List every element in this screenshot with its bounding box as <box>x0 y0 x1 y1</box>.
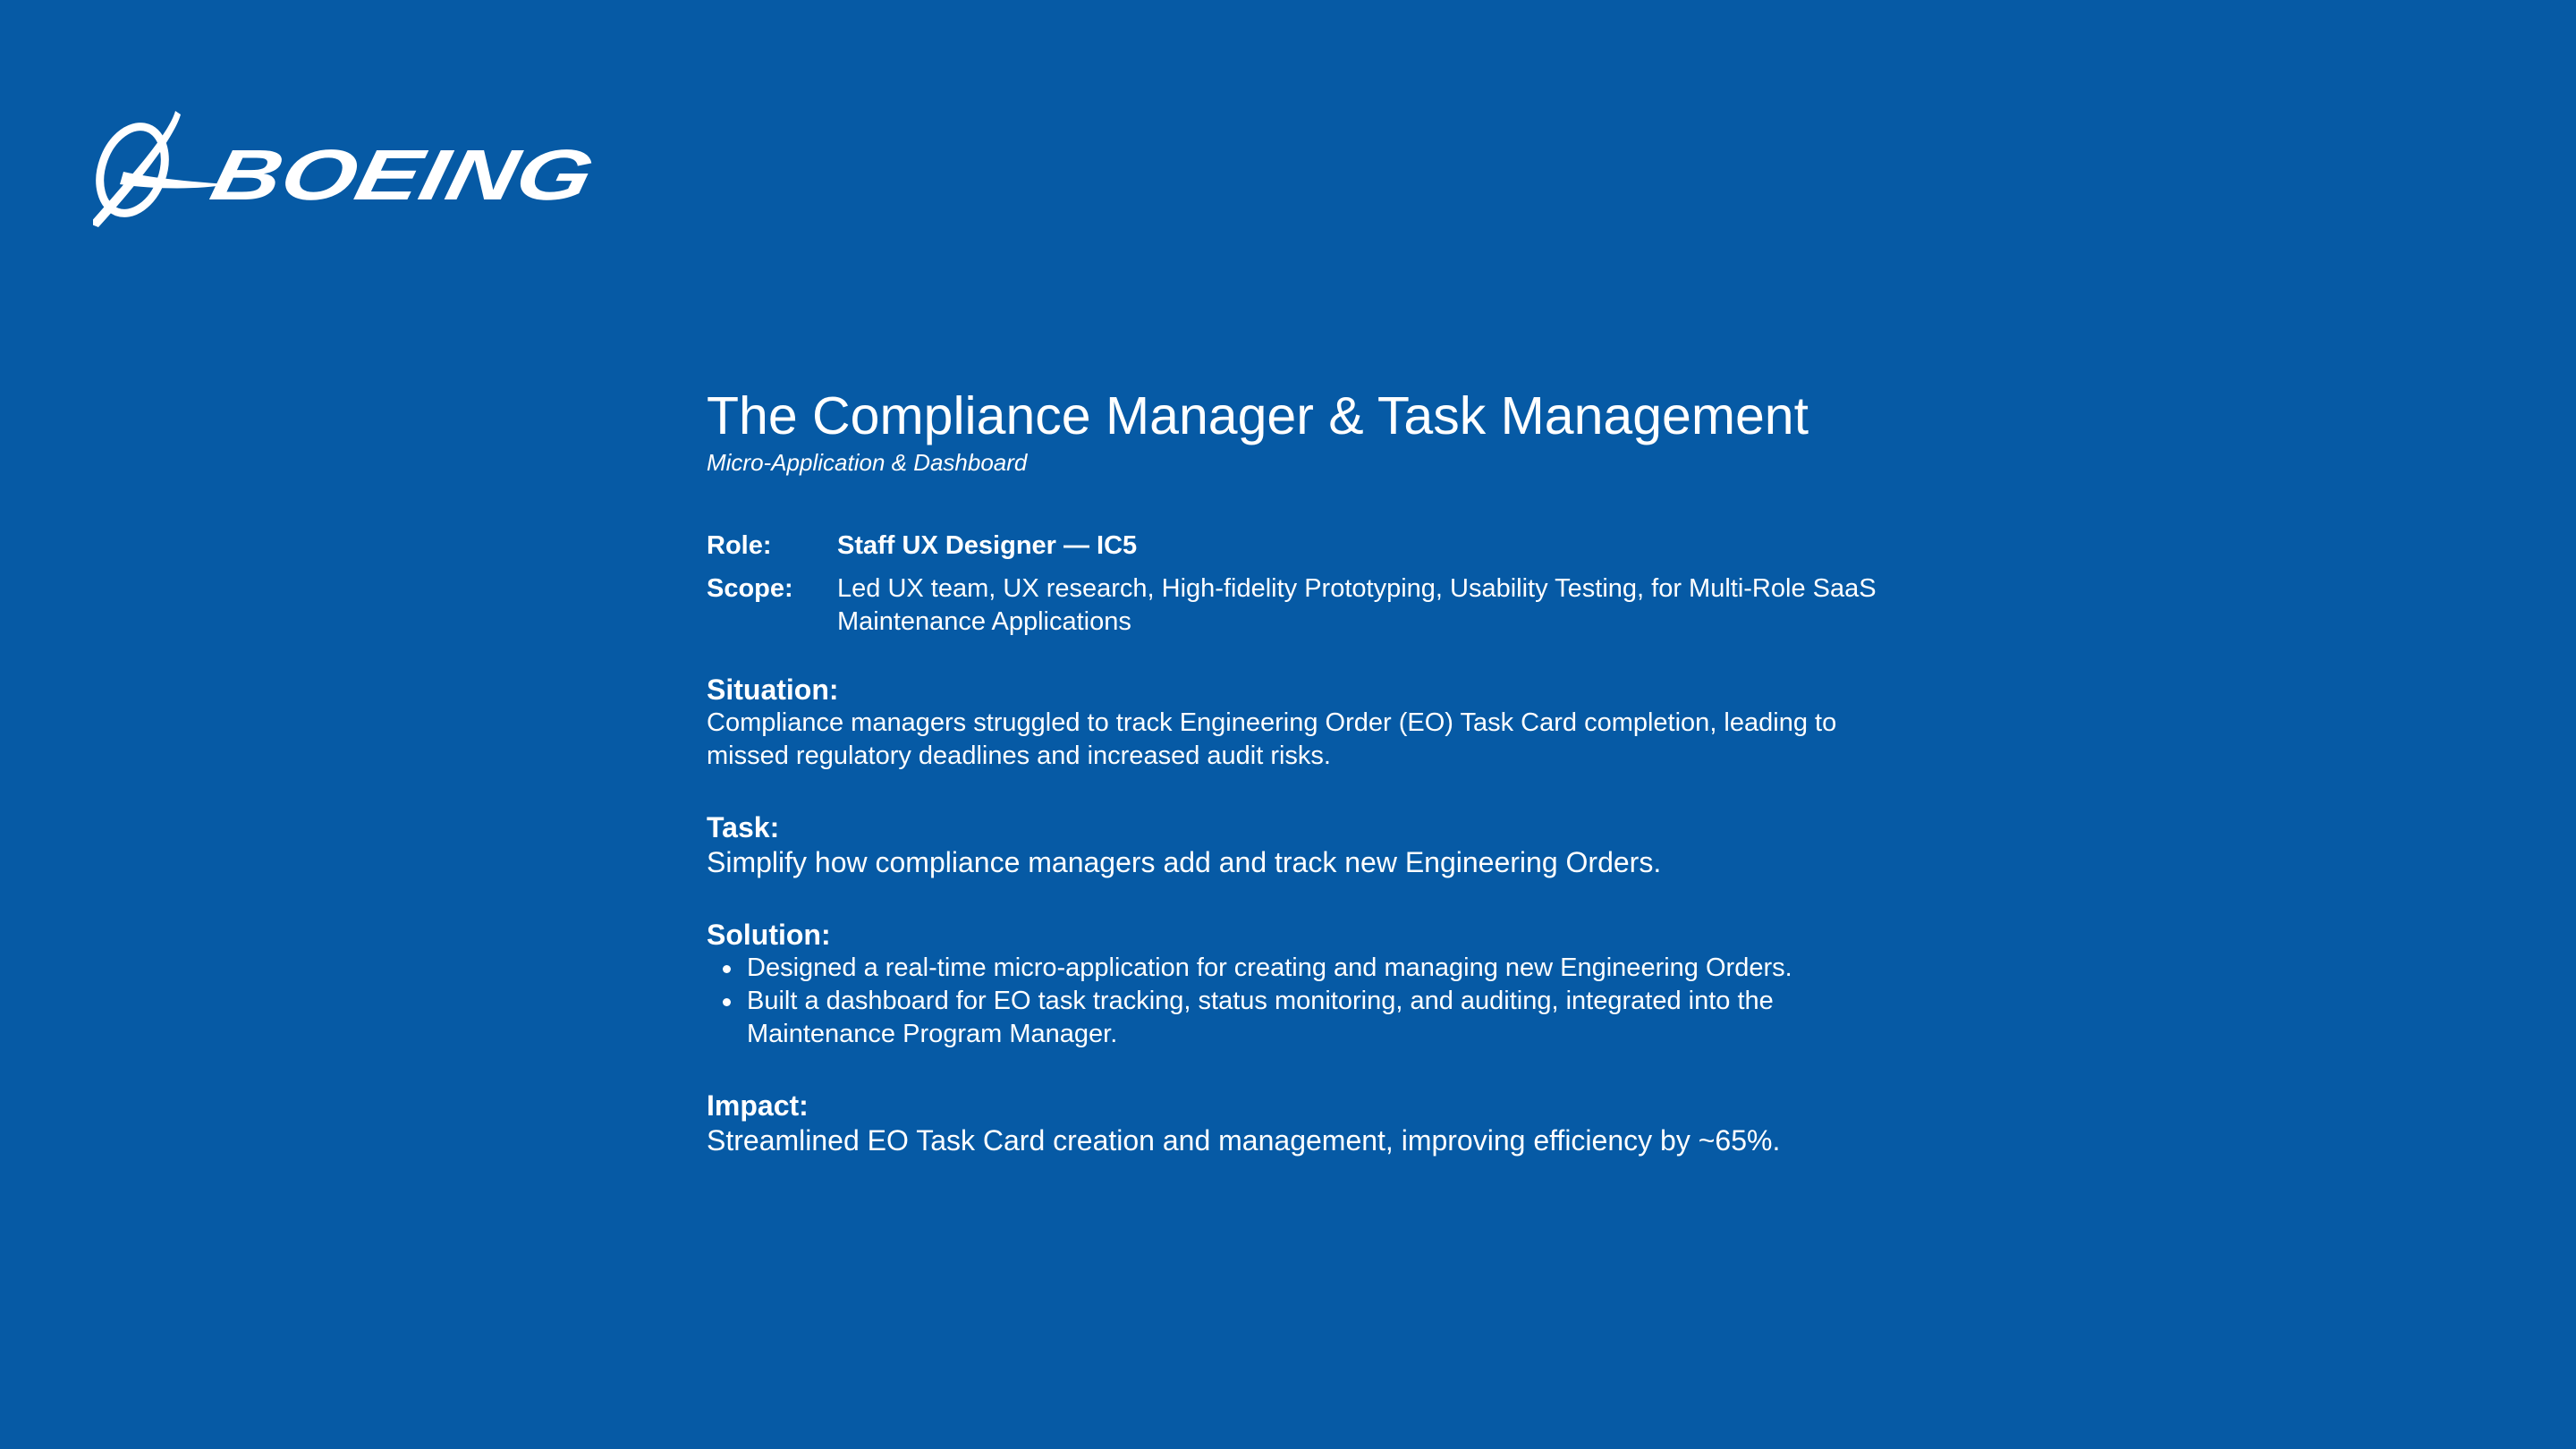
task-section <box>707 810 1905 880</box>
solution-list <box>707 952 1905 1051</box>
solution-label: Solution: <box>707 919 831 951</box>
page-title: The Compliance Manager & Task Management <box>707 386 1809 445</box>
page-subtitle: Micro-Application & Dashboard <box>707 449 1028 476</box>
role-label: Role: <box>707 531 772 560</box>
task-text: Simplify how compliance managers add and track new Engineering Orders. <box>707 846 1662 878</box>
case-study-content <box>707 385 1905 1158</box>
boeing-wordmark: BOEING <box>204 135 504 216</box>
impact-text: Streamlined EO Task Card creation and management, improving efficiency by ~65%. <box>707 1124 1781 1157</box>
list-item: Designed a real-time micro-application for creating and managing new Engineering Orders. <box>707 952 1905 985</box>
scope-row <box>707 572 1905 639</box>
boeing-logo-svg <box>93 107 594 228</box>
situation-label: Situation: <box>707 674 839 706</box>
situation-section <box>707 673 1905 773</box>
solution-section <box>707 918 1905 1051</box>
scope-label: Scope: <box>707 574 793 603</box>
impact-section <box>707 1089 1905 1158</box>
task-label: Task: <box>707 811 780 843</box>
role-row <box>707 530 1905 563</box>
boeing-logo <box>93 107 594 228</box>
situation-text: Compliance managers struggled to track Engineering Order (EO) Task Card completion, leading to missed regulatory deadlines and increased audit risks. <box>707 708 1837 770</box>
impact-label: Impact: <box>707 1089 809 1122</box>
scope-value: Led UX team, UX research, High-fidelity Prototyping, Usability Testing, for Multi-Role SaaS Maintenance Applications <box>837 574 1877 636</box>
role-value: Staff UX Designer — IC5 <box>837 531 1138 560</box>
list-item: Built a dashboard for EO task tracking, status monitoring, and auditing, integrated into the Maintenance Program Manager. <box>707 985 1905 1051</box>
